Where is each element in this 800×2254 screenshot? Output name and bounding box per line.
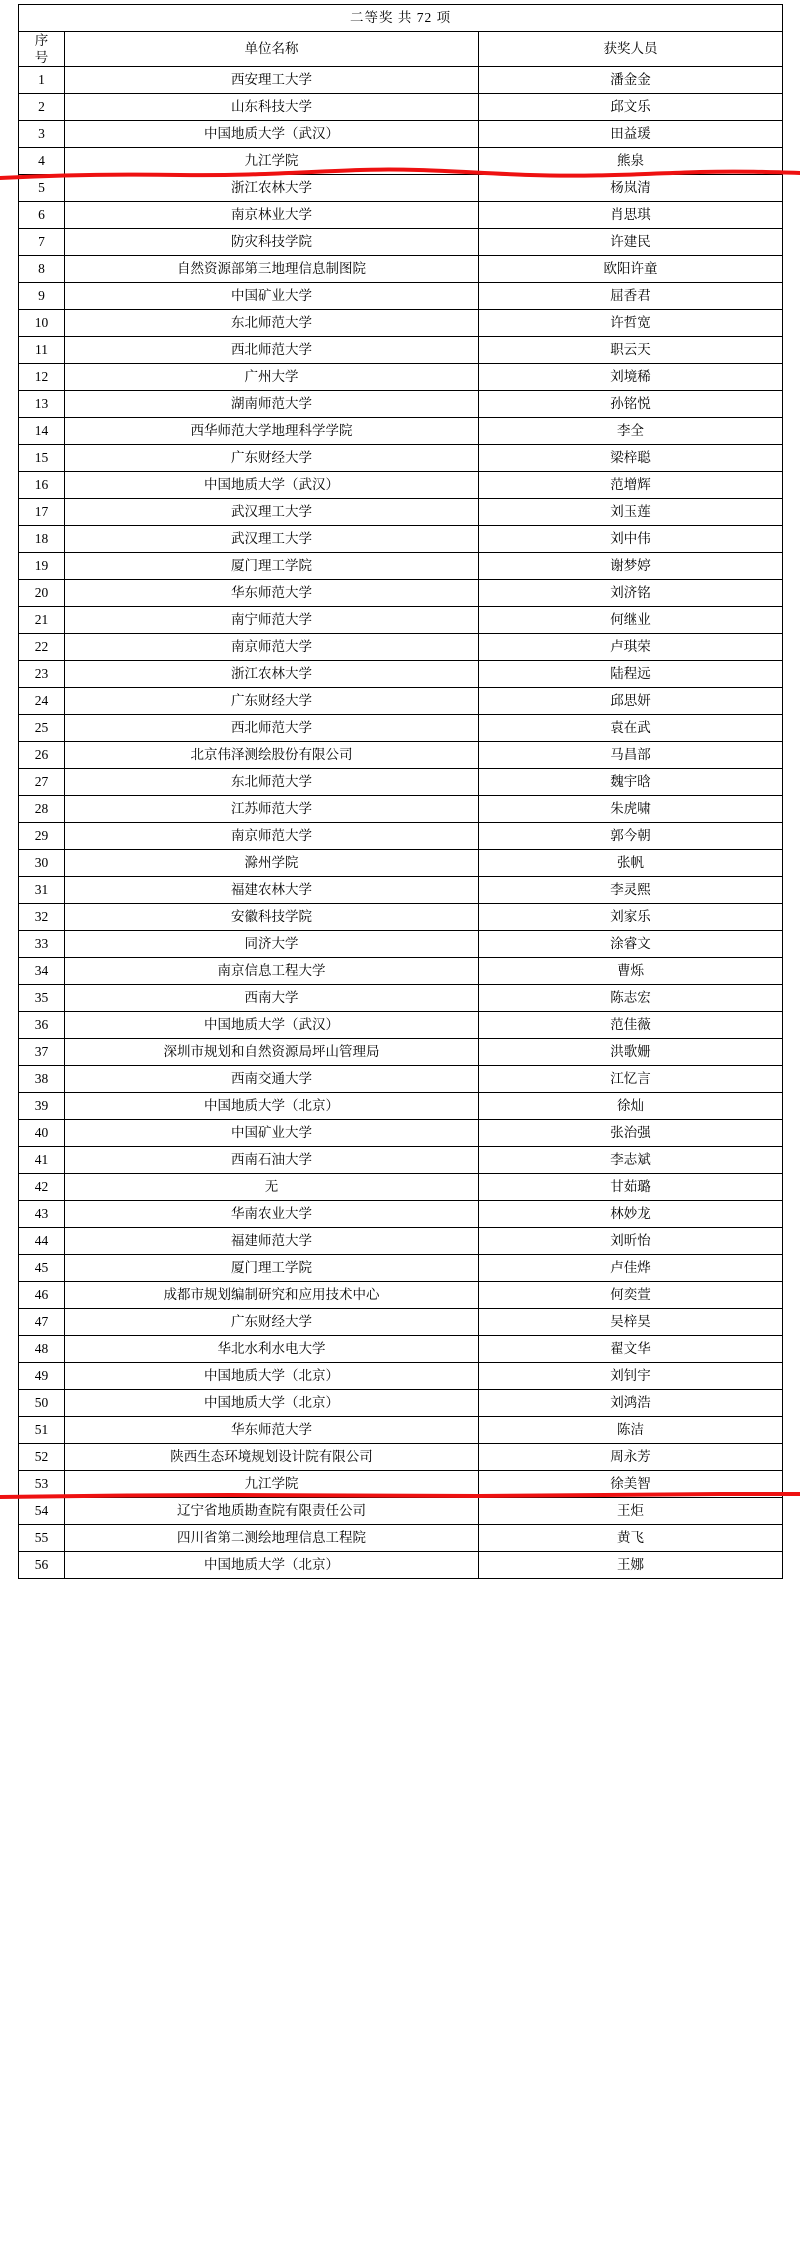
cell-unit: 东北师范大学 (65, 769, 479, 796)
cell-seq: 15 (19, 445, 65, 472)
cell-person: 袁在武 (479, 715, 783, 742)
cell-unit: 厦门理工学院 (65, 1255, 479, 1282)
cell-seq: 26 (19, 742, 65, 769)
cell-person: 林妙龙 (479, 1201, 783, 1228)
table-row (19, 796, 783, 823)
cell-unit: 西北师范大学 (65, 337, 479, 364)
cell-seq: 22 (19, 634, 65, 661)
cell-person: 李灵熙 (479, 877, 783, 904)
table-row (19, 1066, 783, 1093)
table-row (19, 1390, 783, 1417)
cell-unit: 西北师范大学 (65, 715, 479, 742)
cell-seq: 8 (19, 256, 65, 283)
cell-unit: 中国矿业大学 (65, 1120, 479, 1147)
cell-seq: 49 (19, 1363, 65, 1390)
table-row (19, 94, 783, 121)
column-header-seq (19, 32, 65, 67)
cell-person: 范增辉 (479, 472, 783, 499)
cell-seq: 23 (19, 661, 65, 688)
cell-person: 黄飞 (479, 1525, 783, 1552)
cell-unit: 华东师范大学 (65, 1417, 479, 1444)
cell-person: 卢琪荣 (479, 634, 783, 661)
cell-person: 邱文乐 (479, 94, 783, 121)
cell-unit: 南京师范大学 (65, 823, 479, 850)
table-row (19, 1255, 783, 1282)
cell-person: 洪歌姗 (479, 1039, 783, 1066)
cell-seq: 54 (19, 1498, 65, 1525)
cell-unit: 福建农林大学 (65, 877, 479, 904)
table-row (19, 1336, 783, 1363)
cell-unit: 湖南师范大学 (65, 391, 479, 418)
award-table (18, 4, 783, 1579)
cell-unit: 无 (65, 1174, 479, 1201)
cell-person: 梁梓聪 (479, 445, 783, 472)
cell-unit: 中国地质大学（北京） (65, 1390, 479, 1417)
cell-seq: 10 (19, 310, 65, 337)
table-row (19, 1201, 783, 1228)
cell-unit: 深圳市规划和自然资源局坪山管理局 (65, 1039, 479, 1066)
cell-unit: 福建师范大学 (65, 1228, 479, 1255)
cell-seq: 41 (19, 1147, 65, 1174)
cell-seq: 28 (19, 796, 65, 823)
cell-seq: 30 (19, 850, 65, 877)
cell-person: 职云天 (479, 337, 783, 364)
cell-seq: 44 (19, 1228, 65, 1255)
cell-unit: 防灾科技学院 (65, 229, 479, 256)
cell-unit: 武汉理工大学 (65, 526, 479, 553)
cell-seq: 29 (19, 823, 65, 850)
cell-person: 张帆 (479, 850, 783, 877)
cell-person: 曹烁 (479, 958, 783, 985)
table-row (19, 229, 783, 256)
cell-person: 许哲宽 (479, 310, 783, 337)
cell-unit: 广东财经大学 (65, 445, 479, 472)
cell-unit: 中国矿业大学 (65, 283, 479, 310)
cell-person: 欧阳许童 (479, 256, 783, 283)
cell-person: 邱思妍 (479, 688, 783, 715)
table-row (19, 634, 783, 661)
table-row (19, 67, 783, 94)
table-row (19, 499, 783, 526)
table-row (19, 958, 783, 985)
table-row (19, 202, 783, 229)
cell-seq: 36 (19, 1012, 65, 1039)
cell-person: 杨岚清 (479, 175, 783, 202)
cell-person: 吴梓昊 (479, 1309, 783, 1336)
table-row (19, 1363, 783, 1390)
cell-unit: 东北师范大学 (65, 310, 479, 337)
cell-seq: 14 (19, 418, 65, 445)
cell-unit: 中国地质大学（武汉） (65, 472, 479, 499)
cell-seq: 38 (19, 1066, 65, 1093)
cell-unit: 浙江农林大学 (65, 175, 479, 202)
cell-seq: 13 (19, 391, 65, 418)
table-row (19, 1093, 783, 1120)
cell-person: 陈志宏 (479, 985, 783, 1012)
cell-person: 刘玉莲 (479, 499, 783, 526)
cell-seq: 55 (19, 1525, 65, 1552)
table-row (19, 445, 783, 472)
cell-seq: 19 (19, 553, 65, 580)
cell-person: 李志斌 (479, 1147, 783, 1174)
cell-unit: 九江学院 (65, 1471, 479, 1498)
cell-unit: 广州大学 (65, 364, 479, 391)
cell-seq: 18 (19, 526, 65, 553)
cell-seq: 53 (19, 1471, 65, 1498)
cell-seq: 1 (19, 67, 65, 94)
cell-person: 刘济铭 (479, 580, 783, 607)
cell-person: 何继业 (479, 607, 783, 634)
table-row (19, 175, 783, 202)
cell-seq: 50 (19, 1390, 65, 1417)
cell-seq: 2 (19, 94, 65, 121)
cell-person: 徐灿 (479, 1093, 783, 1120)
cell-person: 涂睿文 (479, 931, 783, 958)
cell-seq: 45 (19, 1255, 65, 1282)
table-header-row (19, 32, 783, 67)
cell-seq: 46 (19, 1282, 65, 1309)
cell-unit: 自然资源部第三地理信息制图院 (65, 256, 479, 283)
cell-unit: 安徽科技学院 (65, 904, 479, 931)
table-row (19, 1228, 783, 1255)
cell-seq: 9 (19, 283, 65, 310)
table-row (19, 931, 783, 958)
cell-seq: 6 (19, 202, 65, 229)
cell-person: 王炬 (479, 1498, 783, 1525)
cell-unit: 西南交通大学 (65, 1066, 479, 1093)
table-row (19, 580, 783, 607)
table-row (19, 661, 783, 688)
table-row (19, 364, 783, 391)
table-row (19, 769, 783, 796)
cell-seq: 42 (19, 1174, 65, 1201)
cell-seq: 56 (19, 1552, 65, 1579)
cell-unit: 同济大学 (65, 931, 479, 958)
cell-seq: 25 (19, 715, 65, 742)
table-row (19, 607, 783, 634)
cell-person: 江忆言 (479, 1066, 783, 1093)
cell-unit: 陕西生态环境规划设计院有限公司 (65, 1444, 479, 1471)
cell-unit: 中国地质大学（北京） (65, 1093, 479, 1120)
table-row (19, 256, 783, 283)
cell-person: 屈香君 (479, 283, 783, 310)
table-row (19, 985, 783, 1012)
table-row (19, 850, 783, 877)
cell-unit: 中国地质大学（武汉） (65, 1012, 479, 1039)
cell-unit: 中国地质大学（北京） (65, 1363, 479, 1390)
cell-person: 熊泉 (479, 148, 783, 175)
cell-person: 翟文华 (479, 1336, 783, 1363)
table-row (19, 823, 783, 850)
cell-seq: 11 (19, 337, 65, 364)
cell-person: 谢梦婷 (479, 553, 783, 580)
cell-unit: 滁州学院 (65, 850, 479, 877)
cell-seq: 48 (19, 1336, 65, 1363)
cell-unit: 浙江农林大学 (65, 661, 479, 688)
table-row (19, 904, 783, 931)
table-row (19, 1120, 783, 1147)
table-row (19, 1012, 783, 1039)
cell-seq: 7 (19, 229, 65, 256)
table-row (19, 1471, 783, 1498)
cell-unit: 华南农业大学 (65, 1201, 479, 1228)
cell-seq: 20 (19, 580, 65, 607)
cell-unit: 中国地质大学（武汉） (65, 121, 479, 148)
cell-unit: 西南石油大学 (65, 1147, 479, 1174)
cell-unit: 中国地质大学（北京） (65, 1552, 479, 1579)
cell-seq: 24 (19, 688, 65, 715)
table-row (19, 1552, 783, 1579)
table-title: 二等奖 共 72 项 (19, 5, 783, 32)
table-row (19, 1147, 783, 1174)
table-row (19, 742, 783, 769)
cell-person: 刘境稀 (479, 364, 783, 391)
table-row (19, 877, 783, 904)
cell-unit: 北京伟泽测绘股份有限公司 (65, 742, 479, 769)
cell-unit: 广东财经大学 (65, 688, 479, 715)
table-row (19, 1444, 783, 1471)
cell-unit: 南宁师范大学 (65, 607, 479, 634)
cell-person: 肖思琪 (479, 202, 783, 229)
cell-person: 刘钊宇 (479, 1363, 783, 1390)
cell-person: 周永芳 (479, 1444, 783, 1471)
cell-seq: 37 (19, 1039, 65, 1066)
table-row (19, 310, 783, 337)
cell-unit: 九江学院 (65, 148, 479, 175)
table-row (19, 121, 783, 148)
cell-person: 马昌部 (479, 742, 783, 769)
column-header-seq-line1: 序 (34, 33, 49, 48)
column-header-person: 获奖人员 (479, 32, 783, 67)
cell-unit: 成都市规划编制研究和应用技术中心 (65, 1282, 479, 1309)
cell-person: 刘鸿浩 (479, 1390, 783, 1417)
table-row (19, 283, 783, 310)
cell-unit: 四川省第二测绘地理信息工程院 (65, 1525, 479, 1552)
cell-person: 田益瑗 (479, 121, 783, 148)
table-row (19, 553, 783, 580)
table-row (19, 1282, 783, 1309)
table-row (19, 1039, 783, 1066)
cell-person: 卢佳烨 (479, 1255, 783, 1282)
table-row (19, 1525, 783, 1552)
cell-seq: 35 (19, 985, 65, 1012)
cell-unit: 南京师范大学 (65, 634, 479, 661)
cell-seq: 43 (19, 1201, 65, 1228)
cell-person: 陆程远 (479, 661, 783, 688)
cell-person: 魏宇晗 (479, 769, 783, 796)
cell-seq: 47 (19, 1309, 65, 1336)
cell-seq: 40 (19, 1120, 65, 1147)
cell-unit: 华东师范大学 (65, 580, 479, 607)
table-row (19, 1174, 783, 1201)
cell-unit: 武汉理工大学 (65, 499, 479, 526)
cell-seq: 21 (19, 607, 65, 634)
cell-seq: 32 (19, 904, 65, 931)
cell-person: 徐美智 (479, 1471, 783, 1498)
cell-person: 刘家乐 (479, 904, 783, 931)
cell-person: 郭今朝 (479, 823, 783, 850)
cell-person: 范佳薇 (479, 1012, 783, 1039)
cell-seq: 16 (19, 472, 65, 499)
cell-seq: 4 (19, 148, 65, 175)
cell-person: 潘金金 (479, 67, 783, 94)
cell-unit: 西南大学 (65, 985, 479, 1012)
cell-person: 李全 (479, 418, 783, 445)
cell-unit: 南京林业大学 (65, 202, 479, 229)
table-row (19, 1309, 783, 1336)
cell-person: 孙铭悦 (479, 391, 783, 418)
cell-seq: 33 (19, 931, 65, 958)
cell-seq: 17 (19, 499, 65, 526)
cell-person: 许建民 (479, 229, 783, 256)
cell-person: 朱虎啸 (479, 796, 783, 823)
table-row (19, 526, 783, 553)
cell-unit: 辽宁省地质勘查院有限责任公司 (65, 1498, 479, 1525)
table-title-row (19, 5, 783, 32)
cell-unit: 江苏师范大学 (65, 796, 479, 823)
cell-seq: 5 (19, 175, 65, 202)
table-row (19, 391, 783, 418)
cell-person: 刘昕怡 (479, 1228, 783, 1255)
cell-person: 甘茹璐 (479, 1174, 783, 1201)
table-row (19, 688, 783, 715)
table-row (19, 148, 783, 175)
cell-person: 何奕萱 (479, 1282, 783, 1309)
cell-person: 王娜 (479, 1552, 783, 1579)
table-row (19, 472, 783, 499)
table-row (19, 418, 783, 445)
table-row (19, 1417, 783, 1444)
cell-seq: 39 (19, 1093, 65, 1120)
table-row (19, 1498, 783, 1525)
cell-seq: 34 (19, 958, 65, 985)
cell-unit: 广东财经大学 (65, 1309, 479, 1336)
cell-unit: 南京信息工程大学 (65, 958, 479, 985)
cell-seq: 3 (19, 121, 65, 148)
table-body (19, 5, 783, 1579)
cell-person: 张治强 (479, 1120, 783, 1147)
cell-seq: 31 (19, 877, 65, 904)
cell-unit: 华北水利水电大学 (65, 1336, 479, 1363)
column-header-seq-line2: 号 (34, 50, 49, 65)
table-row (19, 715, 783, 742)
cell-seq: 27 (19, 769, 65, 796)
cell-seq: 51 (19, 1417, 65, 1444)
column-header-unit: 单位名称 (65, 32, 479, 67)
cell-unit: 山东科技大学 (65, 94, 479, 121)
cell-seq: 12 (19, 364, 65, 391)
table-row (19, 337, 783, 364)
cell-person: 陈洁 (479, 1417, 783, 1444)
cell-person: 刘中伟 (479, 526, 783, 553)
cell-unit: 西安理工大学 (65, 67, 479, 94)
cell-seq: 52 (19, 1444, 65, 1471)
cell-unit: 厦门理工学院 (65, 553, 479, 580)
cell-unit: 西华师范大学地理科学学院 (65, 418, 479, 445)
